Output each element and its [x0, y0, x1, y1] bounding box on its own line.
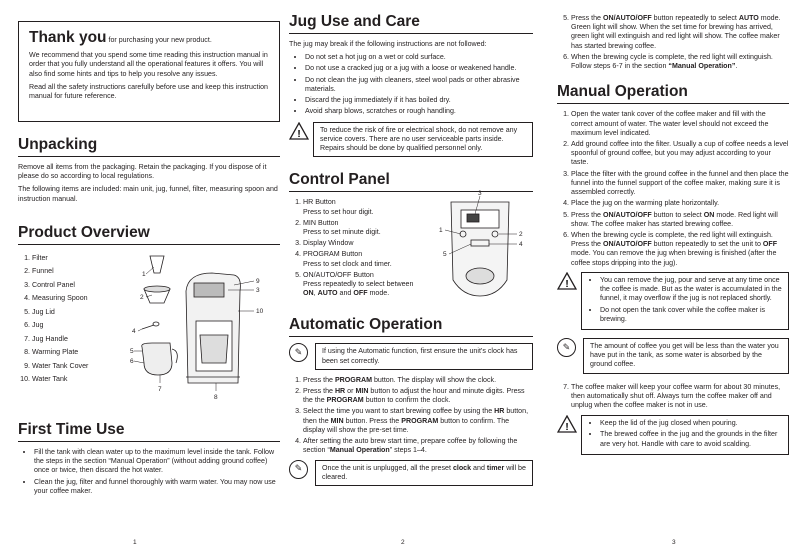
step-item	[303, 407, 533, 435]
text: ON/AUTO/OFF	[602, 240, 652, 249]
jug-icon	[142, 343, 172, 375]
thank-you-heading	[29, 28, 269, 48]
control-item-name: 4. PROGRAM Button	[303, 250, 363, 259]
spoon-icon	[142, 325, 154, 329]
text: button. Press the	[343, 416, 402, 425]
text: mode.	[367, 289, 390, 298]
overview-item: 9. Water Tank Cover	[32, 361, 132, 372]
control-item-desc: Press to set hour digit.	[303, 207, 374, 216]
warning-item: • Keep the lid of the jug closed when pouring.	[600, 419, 782, 428]
text: mode. You can remove the jug when brewing is finished (after the coffee stops dripping into the jug).	[571, 249, 777, 267]
text: .	[735, 62, 738, 71]
manual-steps	[557, 110, 789, 268]
control-item-desc: Press to set clock and timer.	[303, 259, 392, 268]
first-use-item: • Fill the tank with clean water up to the maximum level inside the tank. Follow the steps in the section “Manual Operation” (without adding ground coffee) once or twice, then discard the hot water.	[34, 448, 280, 476]
manual-warning-1	[557, 272, 789, 330]
text: button repeatedly to set the unit to	[651, 240, 763, 249]
jug-item: • Discard the jug immediately if it has boiled dry.	[305, 96, 533, 105]
step-item	[571, 14, 789, 51]
warning-icon	[289, 122, 313, 143]
filter-icon	[150, 256, 164, 273]
diagram-label: 2	[140, 293, 144, 301]
unpacking-p2: The following items are included: main unit, jug, funnel, filter, measuring spoon and instruction manual.	[18, 185, 278, 203]
unpacking-title: Unpacking	[18, 136, 98, 153]
control-item-name: 2. MIN Button	[303, 218, 339, 227]
auto-tip	[289, 343, 533, 369]
jug-intro: The jug may break if the following instructions are not followed:	[289, 40, 487, 49]
control-item	[303, 198, 453, 216]
control-item-name: 3. Display Window	[303, 239, 354, 248]
text: ON/AUTO/OFF	[602, 14, 652, 22]
control-panel-diagram	[437, 190, 527, 300]
overview-title: Product Overview	[18, 223, 150, 241]
step-item	[303, 437, 533, 455]
text: button, then the	[303, 407, 529, 425]
text: OFF	[762, 240, 778, 249]
text: MIN	[330, 416, 344, 425]
text: or	[345, 386, 356, 395]
page-1	[18, 0, 280, 559]
manual-section	[557, 83, 789, 455]
jug-item: • Do not use a cracked jug or a jug with a loose or weakened handle.	[305, 64, 533, 73]
unpacking-section	[18, 136, 280, 204]
control-list	[289, 198, 453, 300]
text: When the brewing cycle is complete, the red light will extinguish. Press the	[571, 230, 773, 249]
text: ,	[313, 289, 318, 298]
thank-you-title: Thank you	[29, 29, 107, 46]
text: Press the	[571, 210, 603, 219]
panel-label: 1	[439, 227, 443, 235]
step-item: 1. Open the water tank cover of the coffee maker and fill with the correct amount of water. The water level should not exceed the maximum level indicated.	[571, 110, 789, 138]
warning-icon	[557, 272, 581, 293]
text: Press the	[303, 386, 335, 395]
jug-item: • Do not set a hot jug on a wet or cold surface.	[305, 53, 533, 62]
text: timer	[486, 463, 505, 472]
text: clock	[452, 463, 472, 472]
thank-you-tail: for purchasing your new product.	[106, 36, 212, 44]
warning-item: • The brewed coffee in the jug and the grounds in the filter are very hot. Handle with care to avoid scalding.	[600, 430, 782, 448]
step-item	[303, 376, 533, 385]
auto-tip-text: If using the Automatic function, first ensure the unit’s clock has been set correctly.	[315, 343, 533, 369]
step-item: 4. Place the jug on the warming plate horizontally.	[571, 199, 789, 208]
jug-warning	[289, 122, 533, 158]
divider	[289, 336, 533, 337]
text: MIN	[355, 386, 369, 395]
text: HR	[334, 386, 346, 395]
diagram-label: 6	[130, 357, 134, 365]
text: AUTO	[738, 14, 759, 22]
auto-tip-2	[289, 460, 533, 486]
diagram-label: 7	[158, 385, 162, 393]
diagram-label: 1	[142, 270, 146, 278]
divider	[18, 244, 280, 245]
text: ” steps 1–4.	[389, 446, 427, 455]
step-item: 3. Place the filter with the ground coffee in the funnel and then place the funnel into the funnel support of the coffee maker, making sure it is assembled correctly.	[571, 170, 789, 198]
coffee-maker-diagram	[130, 251, 270, 401]
step-item	[571, 231, 789, 268]
text: Once the unit is unplugged, all the preset	[322, 463, 453, 472]
overview-item: 3. Control Panel	[32, 280, 132, 291]
auto-title: Automatic Operation	[289, 316, 443, 334]
text: ON/AUTO/OFF	[602, 210, 652, 219]
thank-you-p2: Read all the safety instructions carefully before use and keep this instruction manual for future reference.	[29, 82, 268, 101]
page-number: 3	[672, 538, 676, 546]
jug-warning-text: To reduce the risk of fire or electrical shock, do not remove any service covers. There are no user serviceable parts inside. Repairs should be done by qualified personnel only.	[313, 122, 533, 158]
overview-list	[18, 253, 132, 388]
text: mode. Red light will show. The coffee maker has started brewing coffee.	[571, 210, 778, 228]
warning-item: • You can remove the jug, pour and serve at any time once the coffee is made. But as the water is accumulated in the funnel, it may overflow if the jug is not replaced shortly.	[600, 276, 782, 304]
text: PROGRAM	[326, 396, 364, 405]
first-use-list	[22, 448, 280, 496]
control-item-modes	[303, 289, 453, 298]
text: When the brewing cycle is complete, the red light will extinguish. Follow steps 6-7 in the section	[571, 52, 773, 71]
control-item-desc: Press repeatedly to select between	[303, 280, 414, 289]
panel-label: 2	[519, 231, 523, 239]
control-item	[303, 250, 453, 268]
overview-item: 8. Warming Plate	[32, 347, 132, 358]
manual-warning-2-list	[588, 419, 782, 449]
manual-warning-2	[557, 415, 789, 455]
panel-label: 5	[443, 251, 447, 259]
divider	[557, 103, 789, 104]
warning-item: • Do not open the tank cover while the coffee maker is brewing.	[600, 306, 782, 324]
diagram-label: 3	[256, 286, 260, 294]
thank-you-p1: We recommend that you spend some time reading this instruction manual in order that you fully understand all the operational features it offers. You will also find some hints and tips to help you resolve any issues.	[29, 51, 268, 78]
control-item	[303, 239, 453, 248]
overview-item: 10. Water Tank	[32, 374, 132, 385]
text: and	[471, 463, 487, 472]
manual-warning-list	[588, 276, 782, 324]
jug-list	[293, 53, 533, 116]
overview-item: 7. Jug Handle	[32, 334, 132, 345]
control-section	[289, 171, 533, 310]
tip-icon: ✎	[289, 343, 308, 362]
divider	[289, 33, 533, 34]
panel-label: 3	[478, 190, 482, 198]
first-use-item: • Clean the jug, filter and funnel thoroughly with warm water. You may now use your coffee maker.	[34, 478, 280, 496]
text: PROGRAM	[334, 375, 372, 384]
text: Press the	[571, 14, 603, 22]
text: Press the	[303, 375, 335, 384]
diagram-label: 8	[214, 393, 218, 401]
page-2	[289, 0, 533, 559]
control-item-name: 5. ON/AUTO/OFF Button	[303, 270, 374, 279]
jug-section	[289, 13, 533, 157]
step-item	[571, 211, 789, 229]
tip-icon: ✎	[289, 460, 308, 479]
text: Manual Operation	[329, 446, 390, 455]
overview-item: 5. Jug Lid	[32, 307, 132, 318]
text: and	[337, 289, 354, 298]
text: will be cleared.	[322, 463, 526, 481]
text: Select the time you want to start brewing coffee by using the	[303, 407, 495, 416]
overview-item: 1. Filter	[32, 253, 132, 264]
diagram-label: 9	[256, 277, 260, 285]
text: ON	[703, 210, 715, 219]
text: “Manual Operation”	[668, 62, 736, 71]
page-number: 2	[401, 538, 405, 546]
text: ON	[303, 289, 314, 298]
text: mode. Green light will show. When the set time for brewing has arrived, green light will extinguish and red light will show. The coffee maker has started brewing coffee.	[571, 14, 781, 50]
divider	[18, 156, 280, 157]
jug-title: Jug Use and Care	[289, 13, 420, 30]
step-item: 2. Add ground coffee into the filter. Usually a cup of coffee needs a level spoonful of ground coffee, but you may adjust according to your taste.	[571, 140, 789, 168]
first-use-section	[18, 421, 280, 496]
unpacking-p1: Remove all items from the packaging. Retain the packaging. If you dispose of it please do so according to local regulations.	[18, 163, 267, 181]
svg-text:!: !	[297, 128, 301, 140]
overview-section	[18, 224, 280, 399]
text: button to confirm. The display will show the pre-set time.	[303, 416, 510, 434]
text: button to adjust the hour and minute digits. Press the the	[303, 386, 525, 405]
auto-steps-continued	[557, 14, 789, 71]
svg-text:!: !	[565, 278, 569, 290]
panel-label: 4	[519, 241, 523, 249]
divider	[18, 441, 280, 442]
diagram-label: 5	[130, 347, 134, 355]
overview-item: 6. Jug	[32, 320, 132, 331]
thank-you-box	[18, 21, 280, 122]
jug-item: • Avoid sharp blows, scratches or rough handling.	[305, 107, 533, 116]
diagram-label: 10	[256, 307, 264, 315]
text: button. The display will show the clock.	[371, 375, 497, 384]
text: button to confirm the clock.	[363, 396, 451, 405]
auto-section	[289, 316, 533, 486]
text: AUTO	[317, 289, 338, 298]
text: OFF	[353, 289, 368, 298]
manual-tip-text: The amount of coffee you get will be less than the water you have put in the tank, as some water is absorbed by the ground coffee.	[583, 338, 789, 374]
text: button to select	[651, 210, 704, 219]
control-title: Control Panel	[289, 171, 390, 189]
manual-title: Manual Operation	[557, 83, 688, 101]
diagram-label: 4	[132, 327, 136, 335]
page-number: 1	[133, 538, 137, 546]
text: After setting the auto brew start time, prepare coffee by following the section “	[303, 437, 518, 455]
text: HR	[494, 407, 505, 416]
step-item	[571, 53, 789, 71]
step-item: 7. The coffee maker will keep your coffee warm for about 30 minutes, then automatically shut off. Always turn the coffee maker off and unplug when the coffee maker is not in use.	[571, 383, 789, 411]
auto-steps	[289, 376, 533, 456]
manual-step-7	[557, 383, 789, 411]
control-item-desc: Press to set minute digit.	[303, 227, 381, 236]
auto-tip-2-text	[315, 460, 533, 486]
manual-tip	[557, 338, 789, 374]
control-item	[303, 219, 453, 237]
text: PROGRAM	[401, 416, 439, 425]
control-item	[303, 271, 453, 299]
first-use-title: First Time Use	[18, 420, 125, 438]
tip-icon: ✎	[557, 338, 576, 357]
jug-item: • Do not clean the jug with cleaners, steel wool pads or other abrasive materials.	[305, 76, 533, 94]
text: button repeatedly to select	[651, 14, 739, 22]
overview-item: 2. Funnel	[32, 266, 132, 277]
step-item	[303, 387, 533, 405]
svg-text:!: !	[565, 422, 569, 434]
page-3	[557, 0, 789, 559]
warning-icon	[557, 415, 581, 436]
control-item-name: 1. HR Button	[303, 198, 336, 207]
overview-item: 4. Measuring Spoon	[32, 293, 132, 304]
